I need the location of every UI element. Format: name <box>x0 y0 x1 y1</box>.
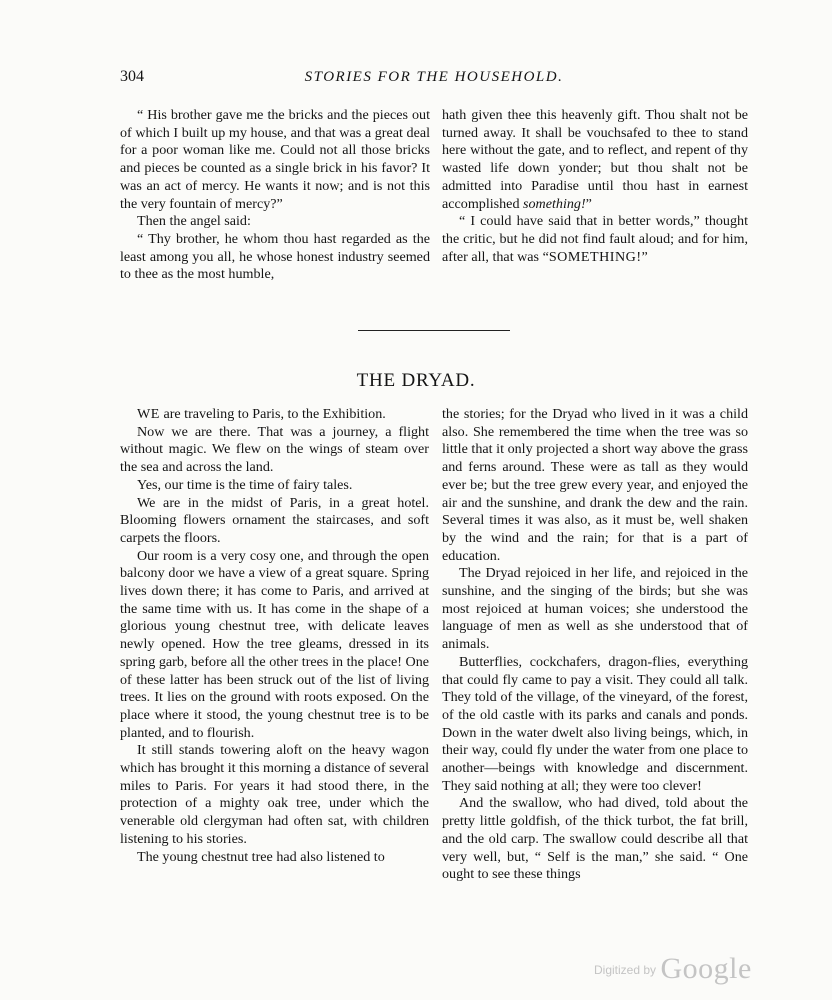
paragraph <box>442 107 748 213</box>
section-divider <box>358 330 510 331</box>
text-run: ” <box>585 195 592 212</box>
paragraph: the stories; for the Dryad who lived in it was a child also. She remembered the time when the tree was so little that it only projected a short way above the grass and ferns around. These were as tall as they would ever be; but the tree grew every year, and enjoyed the air and the sunshine, and drank the dew and the rain. Several times it was also, as it must be, well shaken by the wind and the rain; for that is a part of education. <box>442 406 748 564</box>
bottom-right-column <box>442 406 748 884</box>
paragraph: Then the angel said: <box>137 213 251 230</box>
paragraph: We are in the midst of Paris, in a great hotel. Blooming flowers ornament the staircases, and soft carpets the floors. <box>120 494 429 546</box>
text-run: are traveling to Paris, to the Exhibition. <box>159 406 386 422</box>
paragraph: It still stands towering aloft on the heavy wagon which has brought it this morning a distance of several miles to Paris. For years it had stood there, in the protection of a mighty oak tree, under which the venerable old clergyman had often sat, with children listening to his stories. <box>120 742 429 847</box>
digitized-watermark <box>594 952 752 986</box>
small-caps-text: SOMETHING! <box>548 248 642 265</box>
top-right-column <box>442 107 748 266</box>
paragraph: Butterflies, cockchafers, dragon-flies, everything that could fly came to pay a visit. They could all talk. They told of the village, of the vineyard, of the forest, of the old castle with its parks and canals and ponds. Down in the water dwelt also living beings, which, in their way, could fly under the water from one place to another—beings with knowledge and discernment. They said nothing at all; they were too clever! <box>442 653 748 794</box>
page-number: 304 <box>120 68 144 85</box>
paragraph: “ His brother gave me the bricks and the pieces out of which I built up my house, and that was a great deal for a poor woman like me. Could not all those bricks and pieces be counted as a single brick in his favor? It was an act of mercy. He wants it now; and is not this the very fountain of mercy?” <box>120 107 430 212</box>
paragraph: “ Thy brother, he whom thou hast regarded as the least among you all, he whose honest industry seemed to thee as the most humble, <box>120 230 430 283</box>
paragraph: Now we are there. That was a journey, a flight without magic. We flew on the wings of steam over the sea and across the land. <box>120 423 429 476</box>
watermark-brand: Google <box>660 952 752 985</box>
paragraph: Yes, our time is the time of fairy tales. <box>137 476 353 493</box>
drop-word: WE <box>137 406 160 422</box>
text-run: hath given thee this heavenly gift. Thou shalt not be turned away. It shall be vouchsafed to thee to stand here without the gate, and to reflect, and repent of thy wasted life down yonder; but thou shalt not be admitted into Paradise until thou hast in earnest accomplished <box>442 107 748 212</box>
text-run: ” <box>641 248 648 265</box>
text-run: “ I could have said that in better words,” thought the critic, but he did not find fault aloud; and for him, after all, that was “ <box>442 213 748 265</box>
paragraph: The Dryad rejoiced in her life, and rejoiced in the sunshine, and the singing of the birds; but she was most rejoiced at human voices; she understood the language of men as well as she understood that of animals. <box>442 565 748 653</box>
italic-text: something! <box>523 195 586 212</box>
paragraph: Our room is a very cosy one, and through the open balcony door we have a view of a great square. Spring lives down there; it has come to Paris, and arrived at the same time with us. It has come in the shape of a glorious young chestnut tree, with delicate leaves newly opened. How the tree gleams, dressed in its spring garb, before all the other trees in the place! One of these latter has been struck out of the list of living trees. It lies on the ground with roots exposed. On the place where it stood, the young chestnut tree is to be planted, and to flourish. <box>120 547 429 741</box>
paragraph <box>442 213 748 266</box>
paragraph <box>120 406 429 424</box>
running-title: STORIES FOR THE HOUSEHOLD. <box>304 69 564 85</box>
bottom-left-column <box>120 406 429 866</box>
watermark-prefix: Digitized by <box>594 963 657 977</box>
paragraph: The young chestnut tree had also listened to <box>137 848 385 865</box>
paragraph: And the swallow, who had dived, told about the pretty little goldfish, of the thick turbot, the fat brill, and the old carp. The swallow could describe all that very well, but, “ Self is the man,” she said. “ One ought to see these things <box>442 795 748 883</box>
section-title: THE DRYAD. <box>356 370 476 391</box>
top-left-column <box>120 107 430 284</box>
page-header <box>120 68 748 90</box>
